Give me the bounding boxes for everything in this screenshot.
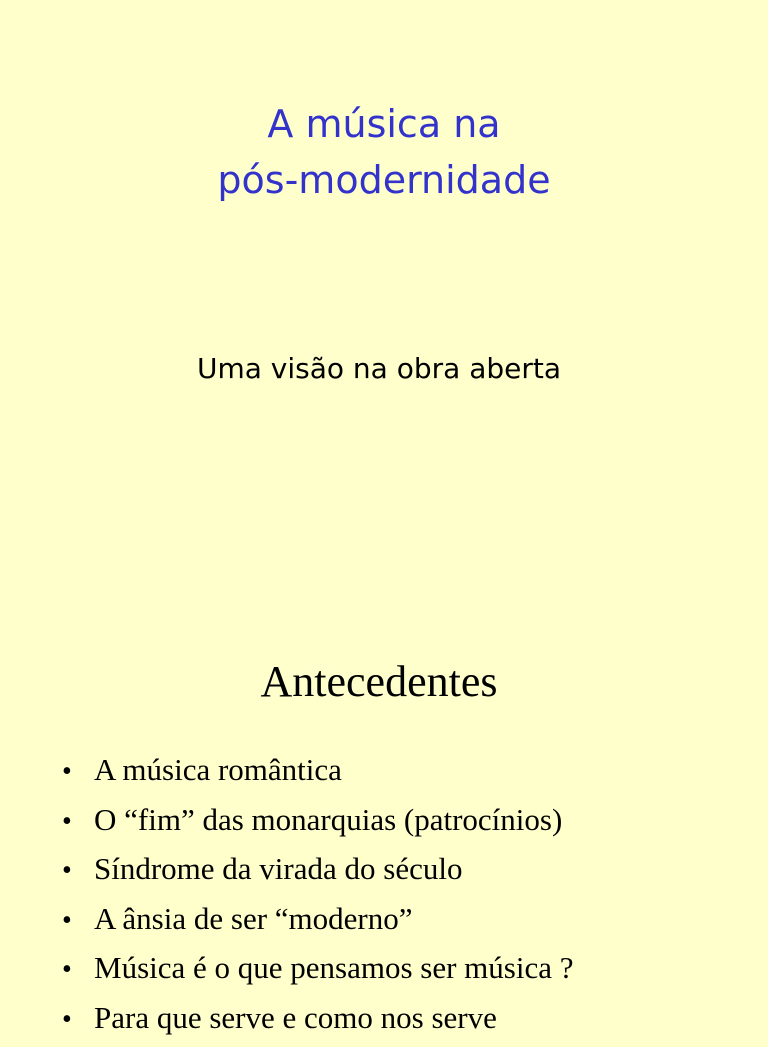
bullet-text: O “fim” das monarquias (patrocínios)	[94, 802, 562, 837]
bullet-icon: •	[62, 1000, 94, 1040]
bullet-item	[62, 849, 574, 899]
bullet-list	[62, 750, 574, 1047]
bullet-text: A música romântica	[94, 752, 342, 787]
bullet-text: Síndrome da virada do século	[94, 851, 462, 886]
bullet-text: A ânsia de ser “moderno”	[94, 901, 413, 936]
content-slide	[0, 576, 768, 1024]
bullet-item	[62, 750, 574, 800]
slide-subtitle: Uma visão na obra aberta	[0, 352, 758, 385]
bullet-icon: •	[62, 950, 94, 990]
bullet-item	[62, 998, 574, 1047]
bullet-item	[62, 948, 574, 998]
bullet-icon: •	[62, 802, 94, 842]
section-heading: Antecedentes	[0, 656, 758, 707]
bullet-icon: •	[62, 851, 94, 891]
bullet-icon: •	[62, 901, 94, 941]
bullet-item	[62, 800, 574, 850]
bullet-item	[62, 899, 574, 949]
slide-title-line-1: A música na	[0, 102, 768, 146]
bullet-text: Música é o que pensamos ser música ?	[94, 950, 574, 985]
bullet-text: Para que serve e como nos serve	[94, 1000, 497, 1035]
slide-title-line-2: pós-modernidade	[0, 158, 768, 202]
bullet-icon: •	[62, 752, 94, 792]
